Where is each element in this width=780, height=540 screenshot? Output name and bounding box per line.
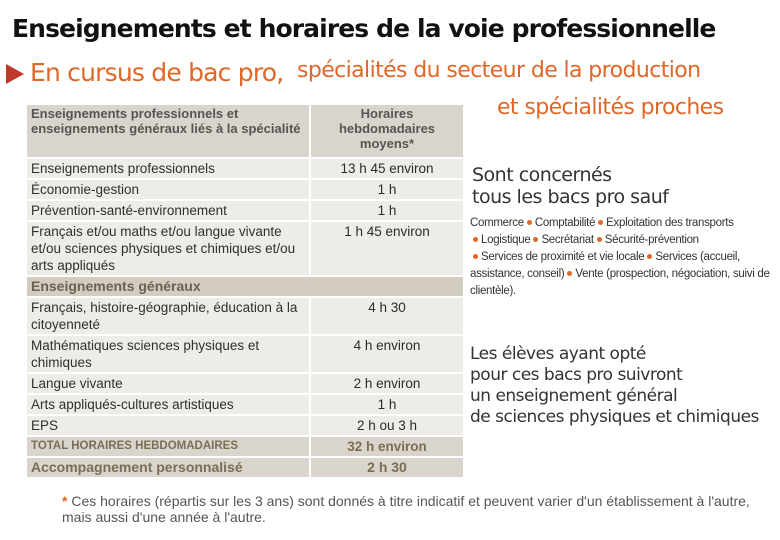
row-hours: 1 h: [310, 200, 464, 221]
exceptions-list: [470, 215, 770, 300]
bullet-icon: [647, 254, 652, 259]
section-label: Enseignements généraux: [26, 276, 464, 297]
bullet-icon: [527, 220, 532, 225]
header-subjects: Enseignements professionnels et enseignements généraux liés à la spécialité: [26, 104, 310, 158]
list-item: Comptabilité: [534, 217, 596, 229]
footnote-star: *: [62, 493, 68, 509]
header-hours: Horaires hebdomadaires moyens*: [310, 104, 464, 158]
row-hours: 13 h 45 environ: [310, 158, 464, 179]
list-item: Commerce: [470, 217, 524, 229]
row-hours: 2 h ou 3 h: [310, 415, 464, 436]
row-label: Langue vivante: [26, 373, 310, 394]
table-header-row: [26, 104, 464, 158]
table-row: [26, 394, 464, 415]
section-row: [26, 276, 464, 297]
concerned-heading: [472, 164, 668, 208]
bullet-icon: [473, 254, 478, 259]
support-label: Accompagnement personnalisé: [26, 457, 310, 478]
support-hours: 2 h 30: [310, 457, 464, 478]
list-item: Services (accueil, assistance, conseil): [470, 251, 741, 280]
table-row: [26, 221, 464, 276]
list-item: Exploitation des transports: [606, 217, 734, 229]
table-row: [26, 335, 464, 373]
schedule-table: [25, 103, 465, 479]
row-label: Mathématiques sciences physiques et chimiques: [26, 335, 310, 373]
note-line-3: un enseignement général: [470, 386, 678, 406]
row-hours: 1 h: [310, 394, 464, 415]
footnote-text: Ces horaires (répartis sur les 3 ans) sont donnés à titre indicatif et peuvent varier d'un établissement à l'autre, mais aussi d'une année à l'autre.: [62, 493, 750, 525]
table-row: [26, 179, 464, 200]
arrow-right-icon: [6, 64, 24, 84]
total-label: TOTAL HORAIRES HEBDOMADAIRES: [26, 436, 310, 457]
total-row: [26, 436, 464, 457]
concerned-line-2: tous les bacs pro sauf: [472, 186, 669, 208]
bullet-icon: [598, 220, 603, 225]
row-label: Français, histoire-géographie, éducation à la citoyenneté: [26, 297, 310, 335]
row-label: Prévention-santé-environnement: [26, 200, 310, 221]
row-hours: 2 h environ: [310, 373, 464, 394]
table-row: [26, 373, 464, 394]
support-row: [26, 457, 464, 478]
note-line-1: Les élèves ayant opté: [470, 344, 646, 364]
page-title: Enseignements et horaires de la voie professionnelle: [12, 14, 716, 43]
subtitle-part-3: et spécialités proches: [497, 95, 724, 120]
row-label: EPS: [26, 415, 310, 436]
table-row: [26, 415, 464, 436]
row-label: Enseignements professionnels: [26, 158, 310, 179]
row-hours: 4 h 30: [310, 297, 464, 335]
list-item: Services de proximité et vie locale: [481, 251, 645, 263]
table-row: [26, 297, 464, 335]
bullet-icon: [533, 237, 538, 242]
general-education-note: [470, 344, 759, 428]
bullet-icon: [567, 271, 572, 276]
row-label: Économie-gestion: [26, 179, 310, 200]
list-item: Secrétariat: [541, 234, 594, 246]
row-label: Arts appliqués-cultures artistiques: [26, 394, 310, 415]
total-hours: 32 h environ: [310, 436, 464, 457]
note-line-2: pour ces bacs pro suivront: [470, 365, 683, 385]
subtitle-part-2: spécialités du secteur de la production: [297, 58, 701, 83]
note-line-4: de sciences physiques et chimiques: [470, 407, 759, 427]
footnote: [62, 493, 772, 525]
bullet-icon: [597, 237, 602, 242]
row-hours: 4 h environ: [310, 335, 464, 373]
subtitle-part-1: En cursus de bac pro,: [30, 58, 284, 87]
table-row: [26, 200, 464, 221]
row-label: Français et/ou maths et/ou langue vivante et/ou sciences physiques et chimiques et/ou arts appliqués: [26, 221, 310, 276]
list-item: Vente (prospection, négociation, suivi de clientèle).: [470, 268, 770, 297]
row-hours: 1 h: [310, 179, 464, 200]
bullet-icon: [473, 237, 478, 242]
table-row: [26, 158, 464, 179]
list-item: Logistique: [481, 234, 531, 246]
list-item: Sécurité-prévention: [604, 234, 699, 246]
row-hours: 1 h 45 environ: [310, 221, 464, 276]
concerned-line-1: Sont concernés: [472, 164, 612, 186]
